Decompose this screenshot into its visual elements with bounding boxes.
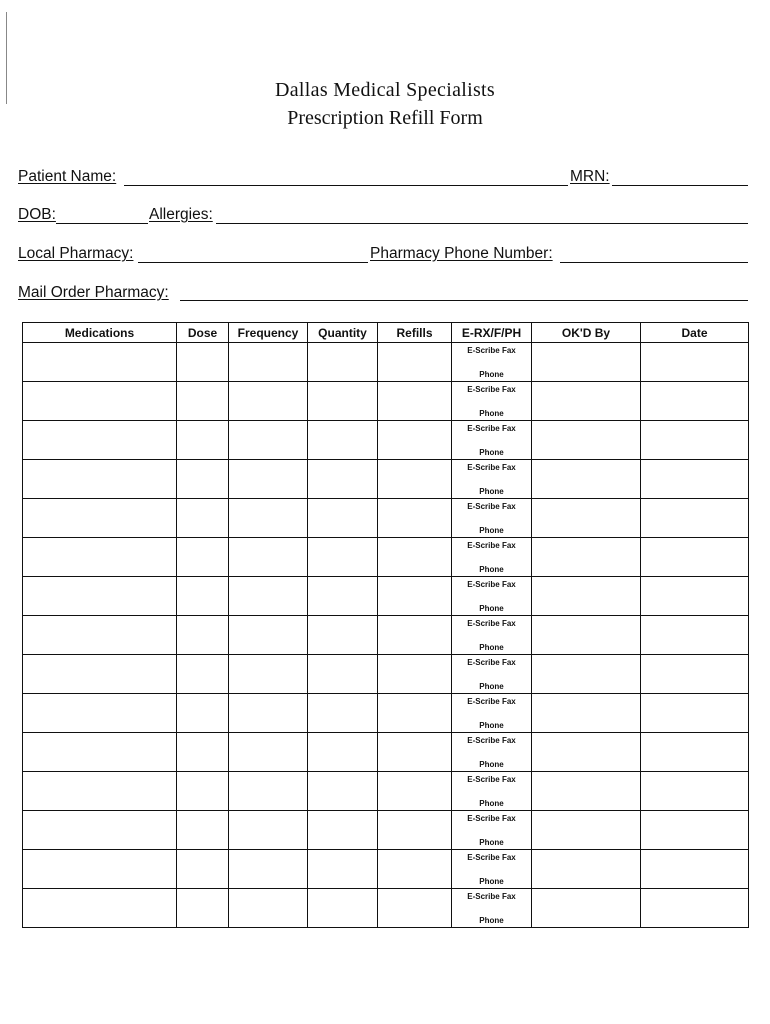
method-options-label: E-Scribe Fax: [467, 385, 516, 394]
quantity-cell[interactable]: [308, 421, 378, 460]
table-row: [23, 772, 749, 811]
date-cell[interactable]: [641, 460, 749, 499]
table-row: [23, 616, 749, 655]
method-phone-label: Phone: [479, 721, 504, 730]
method-cell[interactable]: [452, 382, 532, 421]
method-phone-label: Phone: [479, 877, 504, 886]
method-options-label: E-Scribe Fax: [467, 775, 516, 784]
medication-table: [22, 322, 749, 928]
okd-by-cell[interactable]: [532, 421, 641, 460]
col-medications: Medications: [23, 323, 177, 343]
dose-cell[interactable]: [177, 460, 229, 499]
refills-cell[interactable]: [378, 733, 452, 772]
mrn-label: MRN:: [570, 168, 610, 185]
quantity-cell[interactable]: [308, 577, 378, 616]
medication-cell[interactable]: [23, 772, 177, 811]
refills-cell[interactable]: [378, 772, 452, 811]
quantity-cell[interactable]: [308, 733, 378, 772]
refills-cell[interactable]: [378, 382, 452, 421]
frequency-cell[interactable]: [229, 538, 308, 577]
pharmacy-phone-label: Pharmacy Phone Number:: [370, 245, 553, 262]
method-options-label: E-Scribe Fax: [467, 697, 516, 706]
method-phone-label: Phone: [479, 799, 504, 808]
col-frequency: Frequency: [229, 323, 308, 343]
okd-by-cell[interactable]: [532, 733, 641, 772]
method-cell[interactable]: [452, 538, 532, 577]
quantity-cell[interactable]: [308, 343, 378, 382]
frequency-cell[interactable]: [229, 811, 308, 850]
refills-cell[interactable]: [378, 460, 452, 499]
method-cell[interactable]: [452, 772, 532, 811]
frequency-cell[interactable]: [229, 577, 308, 616]
col-okd-by: OK'D By: [532, 323, 641, 343]
okd-by-cell[interactable]: [532, 577, 641, 616]
dose-cell[interactable]: [177, 811, 229, 850]
col-erx-f-ph: E-RX/F/PH: [452, 323, 532, 343]
method-cell[interactable]: [452, 499, 532, 538]
okd-by-cell[interactable]: [532, 343, 641, 382]
date-cell[interactable]: [641, 616, 749, 655]
method-options-label: E-Scribe Fax: [467, 814, 516, 823]
method-phone-label: Phone: [479, 526, 504, 535]
form-title: Prescription Refill Form: [287, 107, 483, 129]
dose-cell[interactable]: [177, 616, 229, 655]
medication-cell[interactable]: [23, 694, 177, 733]
date-cell[interactable]: [641, 343, 749, 382]
frequency-cell[interactable]: [229, 850, 308, 889]
refills-cell[interactable]: [378, 538, 452, 577]
table-header-row: [23, 323, 749, 343]
method-cell[interactable]: [452, 733, 532, 772]
date-cell[interactable]: [641, 889, 749, 928]
medication-cell[interactable]: [23, 733, 177, 772]
frequency-cell[interactable]: [229, 616, 308, 655]
table-row: [23, 577, 749, 616]
okd-by-cell[interactable]: [532, 889, 641, 928]
medication-cell[interactable]: [23, 382, 177, 421]
method-cell[interactable]: [452, 460, 532, 499]
okd-by-cell[interactable]: [532, 694, 641, 733]
quantity-cell[interactable]: [308, 499, 378, 538]
method-options-label: E-Scribe Fax: [467, 346, 516, 355]
refills-cell[interactable]: [378, 577, 452, 616]
refills-cell[interactable]: [378, 850, 452, 889]
medication-cell[interactable]: [23, 655, 177, 694]
col-dose: Dose: [177, 323, 229, 343]
medication-cell[interactable]: [23, 616, 177, 655]
mrn-field[interactable]: [612, 185, 748, 186]
frequency-cell[interactable]: [229, 694, 308, 733]
refills-cell[interactable]: [378, 889, 452, 928]
table-row: [23, 382, 749, 421]
frequency-cell[interactable]: [229, 382, 308, 421]
okd-by-cell[interactable]: [532, 772, 641, 811]
date-cell[interactable]: [641, 577, 749, 616]
dose-cell[interactable]: [177, 772, 229, 811]
date-cell[interactable]: [641, 382, 749, 421]
quantity-cell[interactable]: [308, 382, 378, 421]
okd-by-cell[interactable]: [532, 382, 641, 421]
method-options-label: E-Scribe Fax: [467, 853, 516, 862]
table-row: [23, 499, 749, 538]
medication-cell[interactable]: [23, 421, 177, 460]
frequency-cell[interactable]: [229, 772, 308, 811]
refills-cell[interactable]: [378, 811, 452, 850]
mail-order-pharmacy-label: Mail Order Pharmacy:: [18, 284, 169, 301]
dose-cell[interactable]: [177, 889, 229, 928]
medication-cell[interactable]: [23, 889, 177, 928]
method-cell[interactable]: [452, 616, 532, 655]
okd-by-cell[interactable]: [532, 499, 641, 538]
dose-cell[interactable]: [177, 382, 229, 421]
method-cell[interactable]: [452, 655, 532, 694]
table-row: [23, 850, 749, 889]
dose-cell[interactable]: [177, 538, 229, 577]
method-phone-label: Phone: [479, 370, 504, 379]
quantity-cell[interactable]: [308, 772, 378, 811]
refills-cell[interactable]: [378, 499, 452, 538]
frequency-cell[interactable]: [229, 421, 308, 460]
date-cell[interactable]: [641, 538, 749, 577]
method-phone-label: Phone: [479, 565, 504, 574]
dob-field[interactable]: [56, 223, 148, 224]
method-options-label: E-Scribe Fax: [467, 541, 516, 550]
dose-cell[interactable]: [177, 343, 229, 382]
quantity-cell[interactable]: [308, 850, 378, 889]
method-cell[interactable]: [452, 577, 532, 616]
date-cell[interactable]: [641, 694, 749, 733]
quantity-cell[interactable]: [308, 538, 378, 577]
frequency-cell[interactable]: [229, 460, 308, 499]
col-refills: Refills: [378, 323, 452, 343]
table-row: [23, 811, 749, 850]
table-row: [23, 655, 749, 694]
medication-cell[interactable]: [23, 850, 177, 889]
method-options-label: E-Scribe Fax: [467, 580, 516, 589]
dose-cell[interactable]: [177, 421, 229, 460]
method-phone-label: Phone: [479, 448, 504, 457]
date-cell[interactable]: [641, 811, 749, 850]
table-row: [23, 460, 749, 499]
method-options-label: E-Scribe Fax: [467, 502, 516, 511]
date-cell[interactable]: [641, 772, 749, 811]
local-pharmacy-label: Local Pharmacy:: [18, 245, 134, 262]
refills-cell[interactable]: [378, 343, 452, 382]
dose-cell[interactable]: [177, 850, 229, 889]
method-phone-label: Phone: [479, 409, 504, 418]
method-phone-label: Phone: [479, 916, 504, 925]
method-cell[interactable]: [452, 343, 532, 382]
quantity-cell[interactable]: [308, 889, 378, 928]
table-row: [23, 538, 749, 577]
okd-by-cell[interactable]: [532, 616, 641, 655]
method-cell[interactable]: [452, 421, 532, 460]
okd-by-cell[interactable]: [532, 850, 641, 889]
medication-cell[interactable]: [23, 343, 177, 382]
dose-cell[interactable]: [177, 577, 229, 616]
okd-by-cell[interactable]: [532, 655, 641, 694]
date-cell[interactable]: [641, 421, 749, 460]
medication-cell[interactable]: [23, 577, 177, 616]
date-cell[interactable]: [641, 655, 749, 694]
date-cell[interactable]: [641, 499, 749, 538]
method-phone-label: Phone: [479, 838, 504, 847]
table-row: [23, 421, 749, 460]
dose-cell[interactable]: [177, 694, 229, 733]
method-options-label: E-Scribe Fax: [467, 658, 516, 667]
org-name: Dallas Medical Specialists: [275, 79, 495, 101]
frequency-cell[interactable]: [229, 733, 308, 772]
medication-cell[interactable]: [23, 538, 177, 577]
quantity-cell[interactable]: [308, 616, 378, 655]
okd-by-cell[interactable]: [532, 460, 641, 499]
quantity-cell[interactable]: [308, 694, 378, 733]
method-phone-label: Phone: [479, 487, 504, 496]
local-pharmacy-field[interactable]: [138, 262, 368, 263]
method-options-label: E-Scribe Fax: [467, 424, 516, 433]
method-options-label: E-Scribe Fax: [467, 892, 516, 901]
patient-name-label: Patient Name:: [18, 168, 117, 185]
table-row: [23, 733, 749, 772]
okd-by-cell[interactable]: [532, 811, 641, 850]
refills-cell[interactable]: [378, 421, 452, 460]
date-cell[interactable]: [641, 733, 749, 772]
method-options-label: E-Scribe Fax: [467, 736, 516, 745]
frequency-cell[interactable]: [229, 343, 308, 382]
quantity-cell[interactable]: [308, 811, 378, 850]
refills-cell[interactable]: [378, 694, 452, 733]
okd-by-cell[interactable]: [532, 538, 641, 577]
dose-cell[interactable]: [177, 499, 229, 538]
medication-cell[interactable]: [23, 460, 177, 499]
allergies-label: Allergies:: [149, 206, 213, 223]
col-quantity: Quantity: [308, 323, 378, 343]
method-phone-label: Phone: [479, 604, 504, 613]
table-row: [23, 889, 749, 928]
refills-cell[interactable]: [378, 655, 452, 694]
method-options-label: E-Scribe Fax: [467, 463, 516, 472]
method-cell[interactable]: [452, 850, 532, 889]
method-phone-label: Phone: [479, 682, 504, 691]
medication-cell[interactable]: [23, 811, 177, 850]
dose-cell[interactable]: [177, 733, 229, 772]
frequency-cell[interactable]: [229, 499, 308, 538]
dob-label: DOB:: [18, 206, 56, 223]
method-cell[interactable]: [452, 694, 532, 733]
method-phone-label: Phone: [479, 760, 504, 769]
method-cell[interactable]: [452, 889, 532, 928]
medication-cell[interactable]: [23, 499, 177, 538]
pharmacy-phone-field[interactable]: [560, 262, 748, 263]
method-cell[interactable]: [452, 811, 532, 850]
dose-cell[interactable]: [177, 655, 229, 694]
frequency-cell[interactable]: [229, 889, 308, 928]
col-date: Date: [641, 323, 749, 343]
method-phone-label: Phone: [479, 643, 504, 652]
allergies-field[interactable]: [216, 223, 748, 224]
quantity-cell[interactable]: [308, 655, 378, 694]
table-row: [23, 694, 749, 733]
refills-cell[interactable]: [378, 616, 452, 655]
mail-order-pharmacy-field[interactable]: [180, 300, 748, 301]
quantity-cell[interactable]: [308, 460, 378, 499]
method-options-label: E-Scribe Fax: [467, 619, 516, 628]
frequency-cell[interactable]: [229, 655, 308, 694]
patient-name-field[interactable]: [124, 185, 568, 186]
date-cell[interactable]: [641, 850, 749, 889]
table-row: [23, 343, 749, 382]
